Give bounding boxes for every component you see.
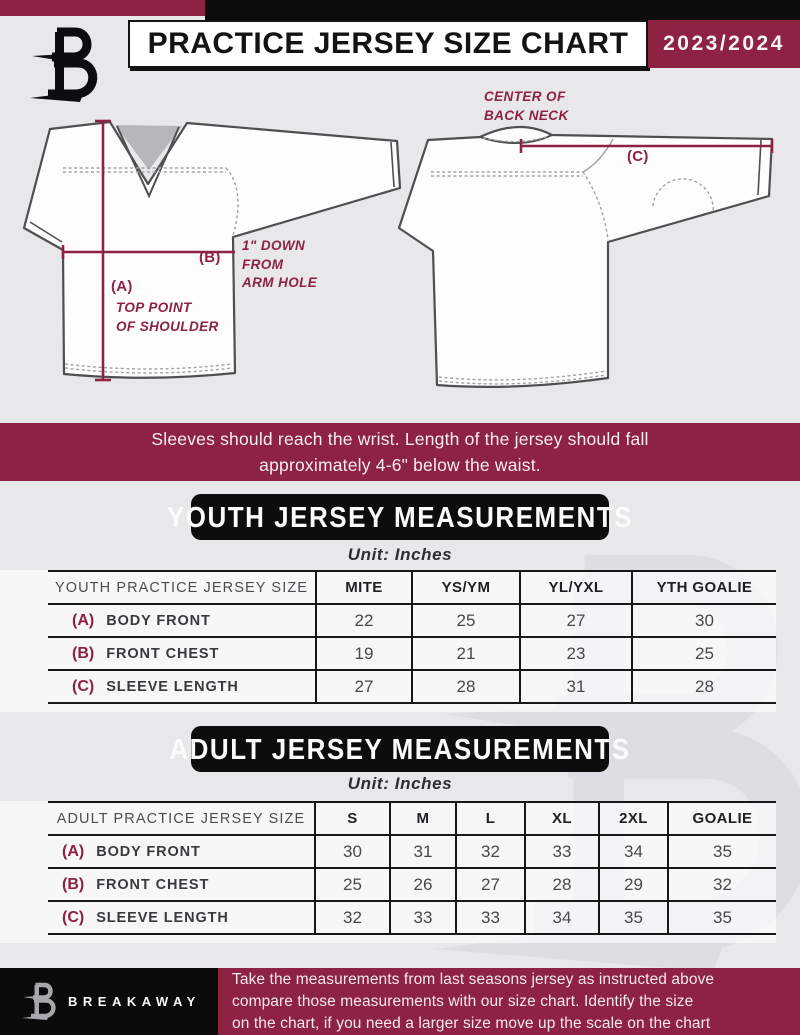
page-title: PRACTICE JERSEY SIZE CHART — [147, 27, 629, 60]
footer-brand-bar — [0, 968, 218, 1035]
footer-note-panel — [218, 968, 800, 1035]
row-label: (C) SLEEVE LENGTH — [48, 670, 316, 703]
measurement-value-cell: 31 — [390, 835, 456, 868]
season-badge — [648, 20, 800, 68]
measurement-value-cell: 25 — [315, 868, 390, 901]
label-b: (B) — [199, 249, 221, 266]
youth-unit-label: Unit: Inches — [347, 545, 453, 564]
measurement-value-cell: 22 — [316, 604, 412, 637]
back-jersey-outline — [399, 127, 772, 387]
measurement-value-cell: 34 — [525, 901, 599, 934]
size-header-cell: YL/YXL — [520, 571, 632, 604]
adult-heading: ADULT JERSEY MEASUREMENTS — [169, 731, 631, 766]
footer-brand-logo-icon — [22, 981, 58, 1023]
footer-note-line-1: Take the measurements from last seasons jersey as instructed above — [232, 970, 715, 988]
adult-size-table — [48, 801, 776, 935]
header-top-bar — [205, 0, 800, 21]
measurement-value-cell: 21 — [412, 637, 520, 670]
breakaway-logo-icon — [30, 24, 102, 108]
row-label: (B) FRONT CHEST — [48, 637, 316, 670]
row-label: (A) BODY FRONT — [48, 835, 315, 868]
title-box — [128, 20, 648, 68]
measurement-value-cell: 25 — [412, 604, 520, 637]
back-jersey-diagram — [395, 108, 787, 400]
row-label: (B) FRONT CHEST — [48, 868, 315, 901]
measurement-value-cell: 19 — [316, 637, 412, 670]
notice-line-2: approximately 4-6" below the waist. — [259, 455, 541, 475]
youth-heading: YOUTH JERSEY MEASUREMENTS — [166, 499, 634, 534]
measurement-value-cell: 26 — [390, 868, 456, 901]
row-label: (A) BODY FRONT — [48, 604, 316, 637]
table-header-row — [48, 571, 776, 604]
table-row — [48, 670, 776, 703]
measurement-value-cell: 35 — [668, 835, 776, 868]
size-header-cell: GOALIE — [668, 802, 776, 835]
notice-banner — [0, 423, 800, 481]
measurement-value-cell: 27 — [456, 868, 525, 901]
table-row — [48, 901, 776, 934]
size-header-cell: S — [315, 802, 390, 835]
footer-brand-text: BREAKAWAY — [68, 994, 201, 1009]
size-header-cell: YTH GOALIE — [632, 571, 776, 604]
table-row — [48, 868, 776, 901]
size-header-cell: M — [390, 802, 456, 835]
measurement-value-cell: 27 — [316, 670, 412, 703]
note-c: CENTER OF BACK NECK — [484, 89, 569, 123]
measurement-value-cell: 28 — [412, 670, 520, 703]
measurement-value-cell: 32 — [315, 901, 390, 934]
measurement-value-cell: 31 — [520, 670, 632, 703]
note-a: TOP POINT OF SHOULDER — [116, 300, 219, 334]
table-header-row — [48, 802, 776, 835]
size-header-cell: MITE — [316, 571, 412, 604]
note-b: 1" DOWN FROM ARM HOLE — [242, 238, 318, 290]
adult-unit-label: Unit: Inches — [347, 774, 453, 793]
adult-heading-banner — [169, 726, 631, 772]
youth-size-table — [48, 570, 776, 704]
label-a: (A) — [111, 278, 133, 295]
size-header-cell: XL — [525, 802, 599, 835]
header-accent-strip — [0, 0, 205, 16]
adult-col-header: ADULT PRACTICE JERSEY SIZE — [48, 802, 315, 835]
size-header-cell: YS/YM — [412, 571, 520, 604]
size-header-cell: 2XL — [599, 802, 668, 835]
measurement-value-cell: 33 — [525, 835, 599, 868]
measurement-value-cell: 35 — [599, 901, 668, 934]
size-header-cell: L — [456, 802, 525, 835]
measurement-value-cell: 32 — [456, 835, 525, 868]
measurement-value-cell: 30 — [632, 604, 776, 637]
row-label: (C) SLEEVE LENGTH — [48, 901, 315, 934]
label-c: (C) — [627, 148, 649, 165]
season-text: 2023/2024 — [663, 32, 785, 55]
table-row — [48, 604, 776, 637]
measurement-value-cell: 28 — [632, 670, 776, 703]
table-row — [48, 835, 776, 868]
measurement-value-cell: 25 — [632, 637, 776, 670]
measurement-value-cell: 30 — [315, 835, 390, 868]
footer-note-line-3: on the chart, if you need a larger size move up the scale on the chart — [232, 1014, 711, 1032]
measurement-value-cell: 34 — [599, 835, 668, 868]
measurement-value-cell: 27 — [520, 604, 632, 637]
measurement-value-cell: 32 — [668, 868, 776, 901]
notice-line-1: Sleeves should reach the wrist. Length of the jersey should fall — [151, 429, 649, 449]
measurement-value-cell: 35 — [668, 901, 776, 934]
table-row — [48, 637, 776, 670]
measurement-value-cell: 28 — [525, 868, 599, 901]
measurement-value-cell: 23 — [520, 637, 632, 670]
measurement-value-cell: 29 — [599, 868, 668, 901]
youth-heading-banner — [166, 494, 634, 540]
footer-note-line-2: compare those measurements with our size chart. Identify the size — [232, 992, 694, 1010]
measurement-value-cell: 33 — [456, 901, 525, 934]
youth-col-header: YOUTH PRACTICE JERSEY SIZE — [48, 571, 316, 604]
measurement-value-cell: 33 — [390, 901, 456, 934]
